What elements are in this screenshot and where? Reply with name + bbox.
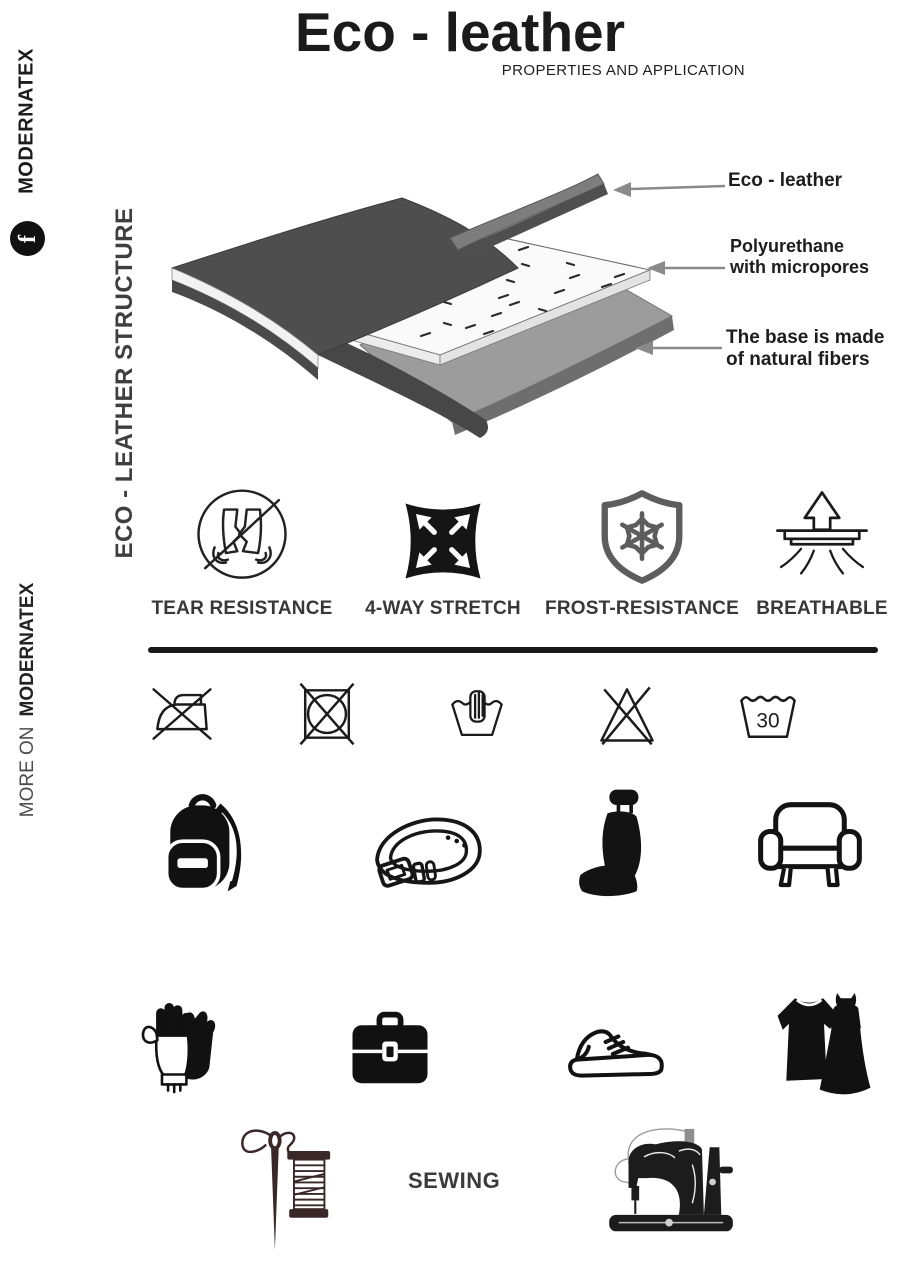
more-on-prefix: MORE ON bbox=[17, 726, 38, 818]
page-title: Eco - leather bbox=[294, 1, 626, 63]
clothing-icon bbox=[758, 986, 876, 1100]
callout-line: of natural fibers bbox=[726, 349, 870, 370]
callout-polyurethane bbox=[730, 236, 869, 278]
more-on-brand: MODERNATEX bbox=[17, 582, 38, 717]
property-frost-resistance bbox=[542, 483, 742, 620]
structure-heading: ECO - LEATHER STRUCTURE bbox=[111, 207, 138, 559]
tear-resistance-icon bbox=[190, 485, 294, 589]
frost-resistance-shield-icon bbox=[592, 485, 692, 589]
property-breathable bbox=[737, 483, 900, 620]
eco-leather-structure-diagram bbox=[150, 150, 900, 450]
dress-bodice bbox=[831, 1004, 861, 1032]
wash-temperature: 30 bbox=[756, 709, 780, 733]
callout-base bbox=[726, 327, 884, 371]
section-divider bbox=[148, 647, 878, 653]
breathable-icon bbox=[772, 485, 872, 589]
sofa-icon bbox=[752, 798, 868, 890]
brand-text: MODERNATEX bbox=[15, 48, 38, 194]
facebook-letter: f bbox=[14, 234, 41, 243]
property-label: TEAR RESISTANCE bbox=[151, 598, 333, 619]
property-label: FROST-RESISTANCE bbox=[545, 598, 739, 619]
belt-icon bbox=[363, 806, 489, 902]
sewing-label: SEWING bbox=[408, 1168, 501, 1193]
snowflake-icon bbox=[619, 513, 665, 558]
wash-30-icon bbox=[732, 678, 804, 750]
callout-line: Eco - leather bbox=[728, 170, 843, 191]
callout-line: The base is made bbox=[726, 327, 885, 348]
do-not-tumble-dry-icon bbox=[295, 678, 359, 750]
property-label: BREATHABLE bbox=[756, 598, 888, 619]
thread-spool bbox=[287, 1151, 330, 1218]
do-not-bleach-icon bbox=[595, 678, 659, 750]
briefcase-icon bbox=[344, 1008, 436, 1092]
backpack-icon bbox=[157, 791, 257, 903]
dress-skirt bbox=[820, 1026, 871, 1094]
do-not-iron-icon bbox=[150, 678, 214, 750]
callout-eco-leather bbox=[728, 170, 842, 191]
callout-line: Polyurethane bbox=[730, 236, 845, 256]
property-label: 4-WAY STRETCH bbox=[365, 598, 521, 619]
arrow-head-1 bbox=[613, 182, 631, 197]
car-seat-icon bbox=[569, 786, 657, 904]
hand-wash-icon bbox=[445, 678, 509, 750]
needle-and-thread-icon bbox=[233, 1126, 333, 1258]
gloves-icon bbox=[136, 988, 220, 1106]
property-tear-resistance bbox=[142, 483, 342, 620]
facebook-icon[interactable] bbox=[10, 221, 45, 256]
four-way-stretch-icon bbox=[395, 493, 491, 589]
sewing-machine-icon bbox=[597, 1126, 747, 1240]
page-subtitle: PROPERTIES AND APPLICATION bbox=[501, 62, 745, 79]
property-4-way-stretch bbox=[343, 483, 543, 620]
sneaker-icon bbox=[562, 1010, 670, 1090]
callout-line: with micropores bbox=[730, 257, 870, 277]
